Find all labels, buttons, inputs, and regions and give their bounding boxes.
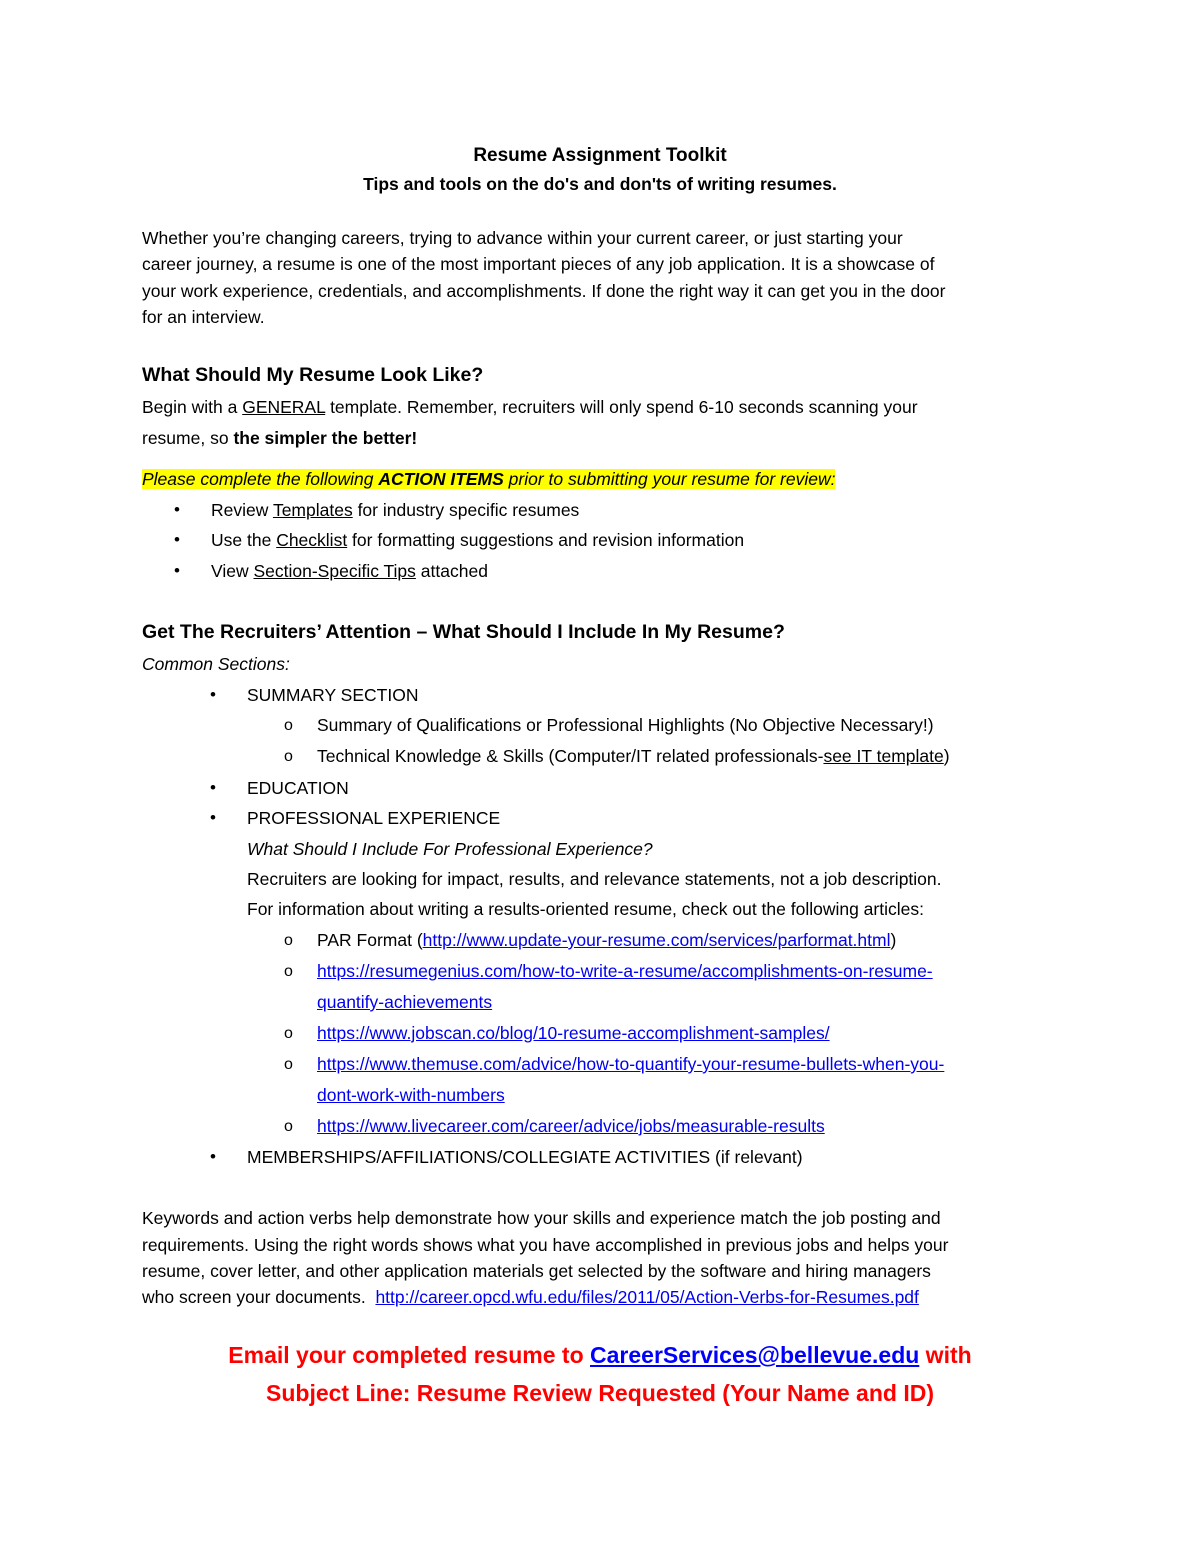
livecareer-link[interactable]: https://www.livecareer.com/career/advice/jobs/measurable-results bbox=[317, 1116, 825, 1136]
circle-bullet-icon: o bbox=[284, 717, 293, 734]
resumegenius-link-line-1 bbox=[317, 960, 933, 982]
text: ) bbox=[943, 746, 950, 766]
section-heading-include: Get The Recruiters’ Attention – What Should I Include In My Resume? bbox=[142, 621, 785, 643]
resumegenius-link-line-2 bbox=[317, 991, 492, 1013]
common-sections-label: Common Sections: bbox=[142, 654, 290, 674]
section-heading-look: What Should My Resume Look Like? bbox=[142, 364, 484, 386]
text: Technical Knowledge & Skills (Computer/IT related professionals- bbox=[317, 746, 824, 766]
text: ) bbox=[890, 930, 897, 950]
professional-line-1: Recruiters are looking for impact, results, and relevance statements, not a job description. bbox=[247, 869, 942, 889]
bullet-icon: • bbox=[174, 500, 180, 519]
circle-bullet-icon: o bbox=[284, 963, 293, 980]
bullet-icon: • bbox=[210, 778, 216, 797]
text: Begin with a bbox=[142, 397, 243, 417]
summary-section-item: SUMMARY SECTION bbox=[247, 685, 419, 705]
text: PAR Format ( bbox=[317, 930, 423, 950]
keywords-line-2: requirements. Using the right words shows what you have accomplished in previous jobs and helps your bbox=[142, 1235, 949, 1255]
text: attached bbox=[415, 561, 488, 581]
text: Review bbox=[211, 500, 273, 520]
resumegenius-link[interactable]: https://resumegenius.com/how-to-write-a-resume/accomplishments-on-resume- bbox=[317, 961, 933, 981]
resumegenius-link-cont[interactable]: quantify-achievements bbox=[317, 992, 493, 1012]
bullet-icon: • bbox=[210, 1147, 216, 1166]
keywords-line-3: resume, cover letter, and other application materials get selected by the software and hiring managers bbox=[142, 1261, 931, 1281]
checklist-link[interactable]: Checklist bbox=[276, 530, 348, 550]
circle-bullet-icon: o bbox=[284, 932, 293, 949]
jobscan-link-line bbox=[317, 1022, 830, 1044]
professional-question: What Should I Include For Professional Experience? bbox=[247, 839, 653, 859]
education-item: EDUCATION bbox=[247, 778, 349, 798]
section1-line-1 bbox=[142, 396, 918, 418]
action-item-templates bbox=[211, 499, 579, 521]
text: Email your completed resume to bbox=[228, 1342, 591, 1368]
keywords-line-1: Keywords and action verbs help demonstrate how your skills and experience match the job posting and bbox=[142, 1208, 941, 1228]
text: for industry specific resumes bbox=[352, 500, 580, 520]
it-template-link[interactable]: see IT template bbox=[823, 746, 944, 766]
text: ACTION ITEMS bbox=[378, 469, 504, 489]
career-services-email-link[interactable]: CareerServices@bellevue.edu bbox=[590, 1342, 920, 1368]
professional-experience-item: PROFESSIONAL EXPERIENCE bbox=[247, 808, 501, 828]
action-verbs-link[interactable]: http://career.opcd.wfu.edu/files/2011/05/Action-Verbs-for-Resumes.pdf bbox=[375, 1287, 919, 1307]
text: Use the bbox=[211, 530, 277, 550]
text: who screen your documents. bbox=[142, 1287, 376, 1307]
intro-line-2: career journey, a resume is one of the most important pieces of any job application. It is a showcase of bbox=[142, 254, 935, 274]
document-title: Resume Assignment Toolkit bbox=[473, 145, 727, 166]
themuse-link[interactable]: https://www.themuse.com/advice/how-to-quantify-your-resume-bullets-when-you- bbox=[317, 1054, 945, 1074]
circle-bullet-icon: o bbox=[284, 1025, 293, 1042]
circle-bullet-icon: o bbox=[284, 748, 293, 765]
simpler-better-bold: the simpler the better! bbox=[233, 428, 418, 448]
text: for formatting suggestions and revision information bbox=[347, 530, 745, 550]
par-format-link[interactable]: http://www.update-your-resume.com/services/parformat.html bbox=[422, 930, 891, 950]
templates-link[interactable]: Templates bbox=[272, 500, 353, 520]
text: with bbox=[919, 1342, 972, 1368]
general-underline: GENERAL bbox=[242, 397, 326, 417]
bullet-icon: • bbox=[210, 685, 216, 704]
bullet-icon: • bbox=[210, 808, 216, 827]
action-items-highlight bbox=[142, 468, 835, 490]
par-format-item bbox=[317, 929, 896, 951]
text: template. Remember, recruiters will only spend 6-10 seconds scanning your bbox=[325, 397, 918, 417]
themuse-link-cont[interactable]: dont-work-with-numbers bbox=[317, 1085, 505, 1105]
jobscan-link[interactable]: https://www.jobscan.co/blog/10-resume-accomplishment-samples/ bbox=[317, 1023, 830, 1043]
document-subtitle: Tips and tools on the do's and don'ts of writing resumes. bbox=[363, 174, 837, 194]
intro-line-3: your work experience, credentials, and accomplishments. If done the right way it can get you in the door bbox=[142, 281, 946, 301]
action-item-tips bbox=[211, 560, 488, 582]
themuse-link-line-2 bbox=[317, 1084, 505, 1106]
action-item-checklist bbox=[211, 529, 744, 551]
section1-line-2 bbox=[142, 427, 417, 449]
section-tips-link[interactable]: Section-Specific Tips bbox=[253, 561, 416, 581]
footer-email-line bbox=[0, 1340, 1200, 1370]
text: Please complete the following bbox=[142, 469, 379, 489]
bullet-icon: • bbox=[174, 530, 180, 549]
summary-sub-1: Summary of Qualifications or Professional Highlights (No Objective Necessary!) bbox=[317, 715, 934, 735]
keywords-line-4 bbox=[142, 1286, 919, 1308]
themuse-link-line-1 bbox=[317, 1053, 944, 1075]
circle-bullet-icon: o bbox=[284, 1118, 293, 1135]
footer-subject-line: Subject Line: Resume Review Requested (Your Name and ID) bbox=[266, 1380, 934, 1406]
memberships-item: MEMBERSHIPS/AFFILIATIONS/COLLEGIATE ACTIVITIES (if relevant) bbox=[247, 1147, 803, 1167]
bullet-icon: • bbox=[174, 561, 180, 580]
livecareer-link-line bbox=[317, 1115, 825, 1137]
text: prior to submitting your resume for review: bbox=[503, 469, 836, 489]
intro-line-1: Whether you’re changing careers, trying to advance within your current career, or just starting your bbox=[142, 228, 903, 248]
text: View bbox=[211, 561, 254, 581]
circle-bullet-icon: o bbox=[284, 1056, 293, 1073]
intro-line-4: for an interview. bbox=[142, 307, 265, 327]
text: resume, so bbox=[142, 428, 234, 448]
professional-line-2: For information about writing a results-oriented resume, check out the following articles: bbox=[247, 899, 924, 919]
summary-sub-2 bbox=[317, 745, 950, 767]
